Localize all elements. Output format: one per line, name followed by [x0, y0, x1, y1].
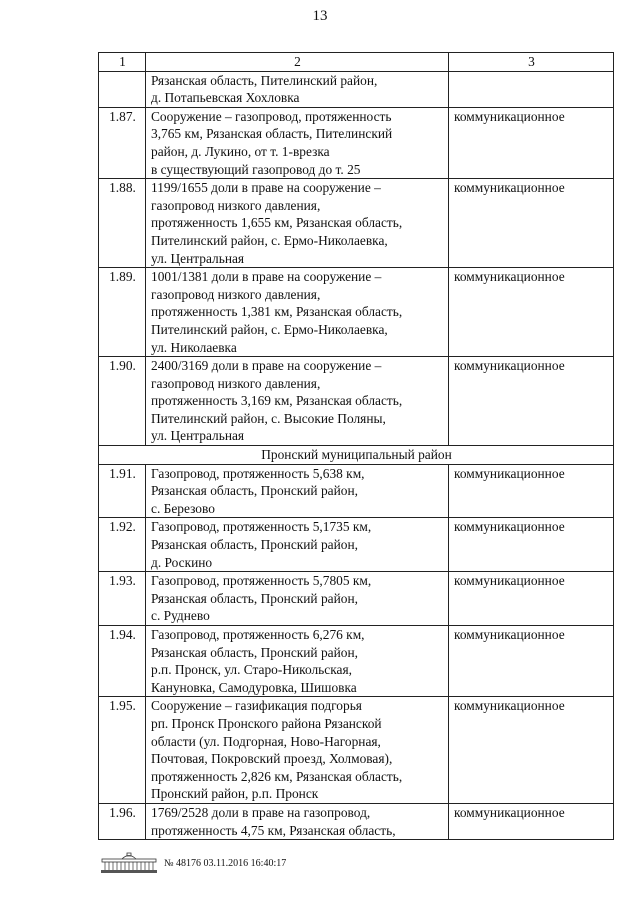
row-type: коммуникационное [449, 179, 614, 268]
row-type: коммуникационное [449, 572, 614, 626]
table-row [99, 464, 614, 518]
row-type: коммуникационное [449, 107, 614, 178]
document-stamp: № 48176 03.11.2016 16:40:17 [164, 857, 287, 869]
header-col-3: 3 [449, 53, 614, 72]
table-row [99, 518, 614, 572]
row-type: коммуникационное [449, 268, 614, 357]
section-title: Пронский муниципальный район [99, 446, 614, 465]
row-number: 1.87. [99, 107, 146, 178]
row-description: Сооружение – газопровод, протяженность 3,765 км, Рязанская область, Пителинский район, д. Лукино, от т. 1-врезка в существующий газопровод до т. 25 [146, 107, 449, 178]
row-description: Рязанская область, Пителинский район, д. Потапьевская Хохловка [146, 71, 449, 107]
row-type: коммуникационное [449, 464, 614, 518]
row-number: 1.90. [99, 357, 146, 446]
row-description: 2400/3169 доли в праве на сооружение – газопровод низкого давления, протяженность 3,169 км, Рязанская область, Пителинский район, с. Высокие Поляны, ул. Центральная [146, 357, 449, 446]
table-row [99, 803, 614, 839]
header-col-2: 2 [146, 53, 449, 72]
header-col-1: 1 [99, 53, 146, 72]
row-number: 1.94. [99, 626, 146, 697]
table-row [99, 71, 614, 107]
row-type: коммуникационное [449, 626, 614, 697]
row-description: Газопровод, протяженность 5,1735 км, Рязанская область, Пронский район, д. Роскино [146, 518, 449, 572]
table-row [99, 572, 614, 626]
row-number: 1.88. [99, 179, 146, 268]
row-type: коммуникационное [449, 697, 614, 804]
row-number: 1.93. [99, 572, 146, 626]
parliament-building-icon [100, 851, 158, 875]
table-row [99, 268, 614, 357]
row-type: коммуникационное [449, 518, 614, 572]
property-table [98, 52, 614, 840]
row-description: 1001/1381 доли в праве на сооружение – газопровод низкого давления, протяженность 1,381 км, Рязанская область, Пителинский район, с. Ермо-Николаевка, ул. Николаевка [146, 268, 449, 357]
row-number: 1.89. [99, 268, 146, 357]
row-description: Газопровод, протяженность 5,7805 км, Рязанская область, Пронский район, с. Руднево [146, 572, 449, 626]
row-number: 1.96. [99, 803, 146, 839]
row-number [99, 71, 146, 107]
table-row [99, 107, 614, 178]
table-header-row [99, 53, 614, 72]
table-row [99, 697, 614, 804]
table-row [99, 357, 614, 446]
row-number: 1.92. [99, 518, 146, 572]
page-number: 13 [312, 8, 328, 24]
row-number: 1.95. [99, 697, 146, 804]
section-row [99, 446, 614, 465]
row-type [449, 71, 614, 107]
row-type: коммуникационное [449, 357, 614, 446]
row-description: Сооружение – газификация подгорья рп. Пронск Пронского района Рязанской области (ул. Подгорная, Ново-Нагорная, Почтовая, Покровский проезд, Холмовая), протяженность 2,826 км, Рязанская область, Пронский район, р.п. Пронск [146, 697, 449, 804]
row-type: коммуникационное [449, 803, 614, 839]
table-row [99, 179, 614, 268]
document-footer [100, 848, 286, 878]
row-description: 1769/2528 доли в праве на газопровод, протяженность 4,75 км, Рязанская область, [146, 803, 449, 839]
row-description: Газопровод, протяженность 5,638 км, Рязанская область, Пронский район, с. Березово [146, 464, 449, 518]
row-description: Газопровод, протяженность 6,276 км, Рязанская область, Пронский район, р.п. Пронск, ул. Старо-Никольская, Кануновка, Самодуровка, Шишовка [146, 626, 449, 697]
table-row [99, 626, 614, 697]
row-description: 1199/1655 доли в праве на сооружение – газопровод низкого давления, протяженность 1,655 км, Рязанская область, Пителинский район, с. Ермо-Николаевка, ул. Центральная [146, 179, 449, 268]
row-number: 1.91. [99, 464, 146, 518]
